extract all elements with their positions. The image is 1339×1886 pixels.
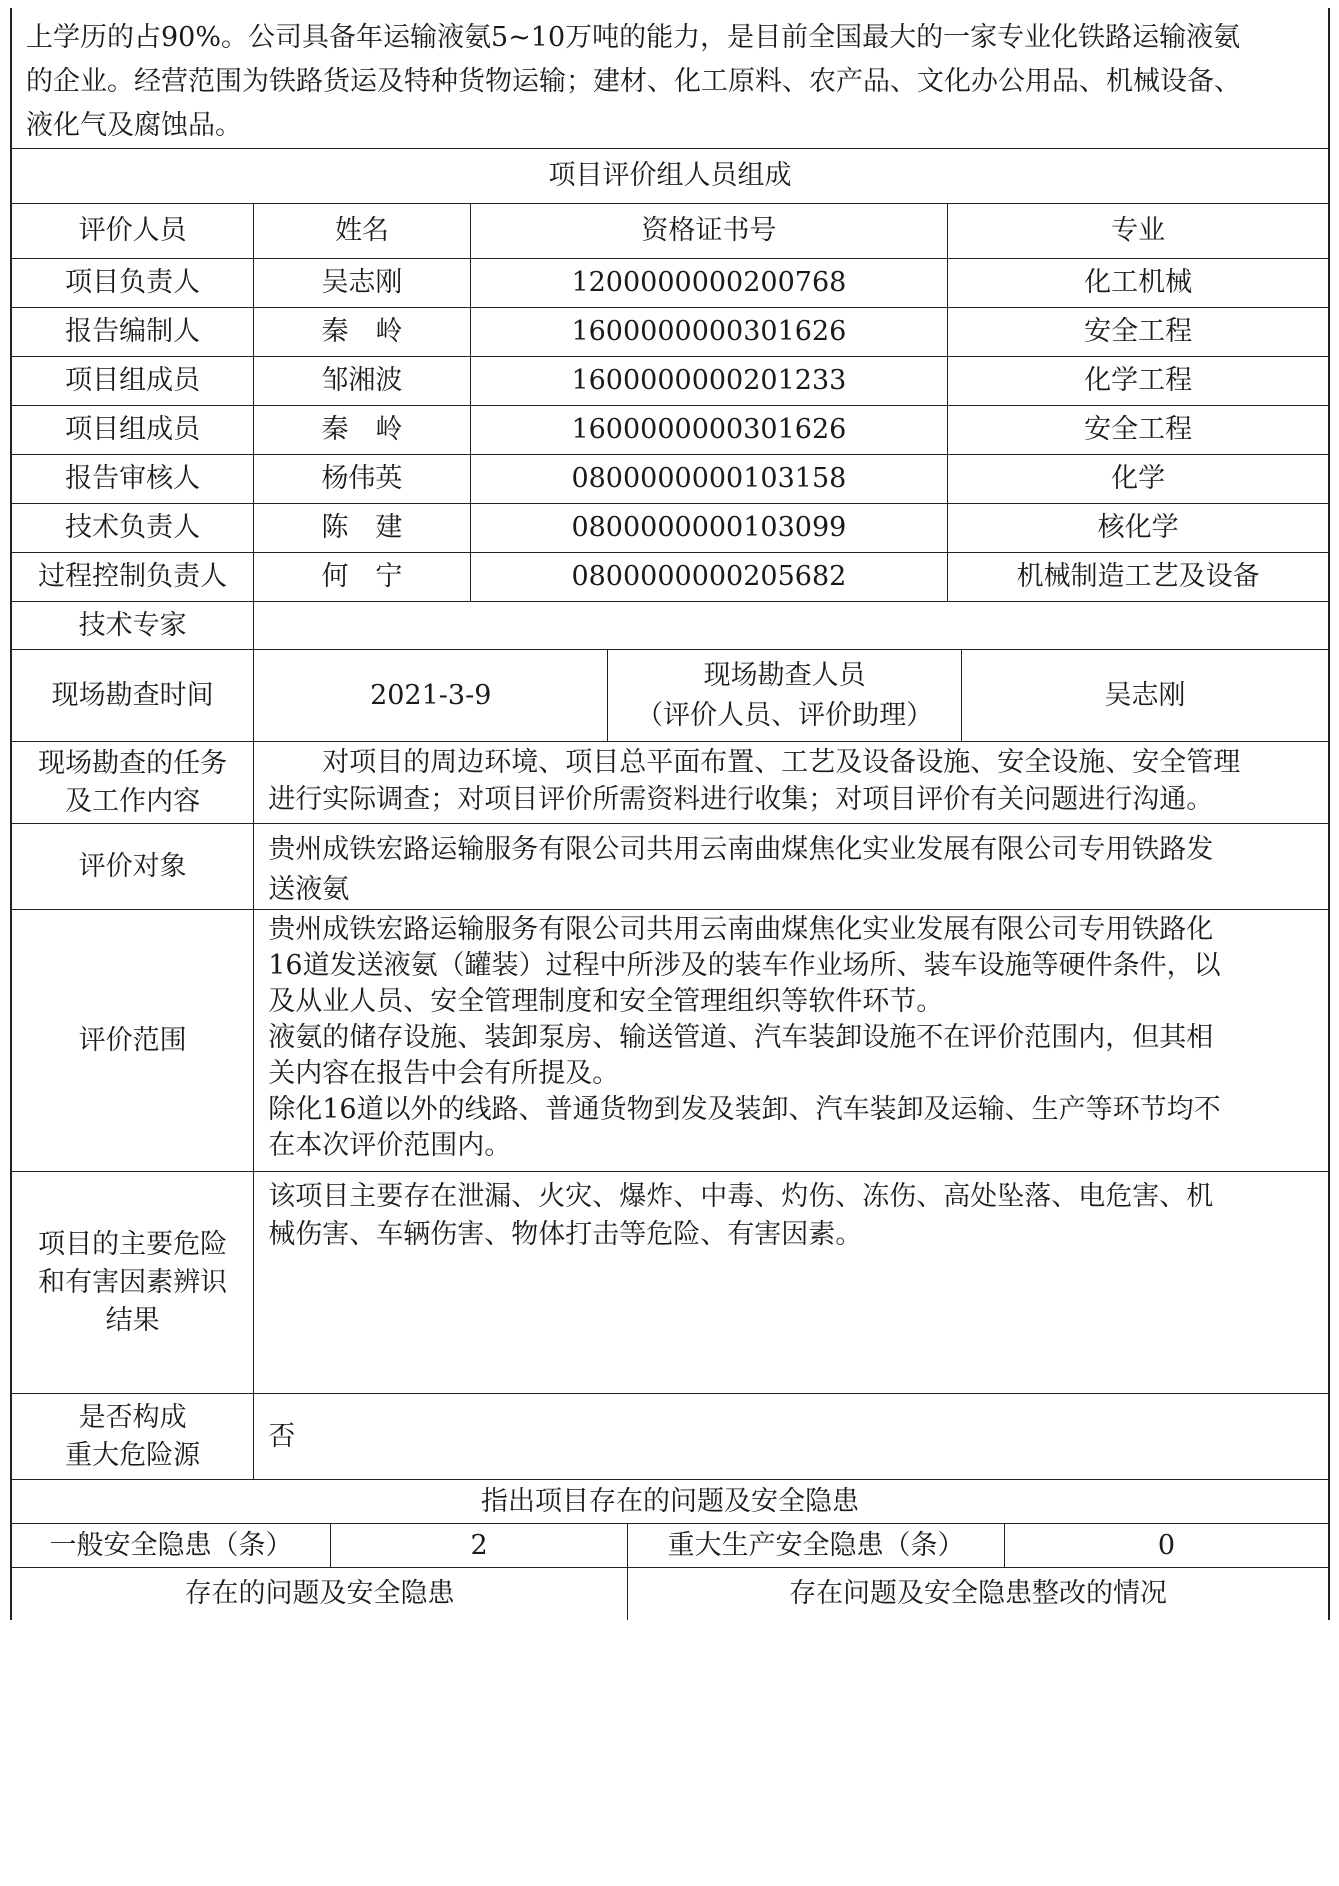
member-role: 项目负责人 [12,259,254,307]
survey-staff-label-line1: 现场勘查人员 [703,659,866,691]
scope-label: 评价范围 [12,910,254,1171]
task-label [12,742,254,823]
task-text [254,742,1328,823]
member-name: 杨伟英 [254,455,470,503]
hazards-label [12,1172,254,1393]
member-name: 秦 岭 [254,308,470,356]
major-hazard-label-line1: 是否构成 [78,1401,187,1433]
scope-row [10,910,1330,1172]
member-cert: 1600000000301626 [471,308,949,356]
member-major: 安全工程 [1084,316,1193,347]
member-major: 安全工程 [1084,414,1193,445]
member-role: 报告审核人 [12,455,254,503]
expert-label: 技术专家 [12,602,254,649]
intro-text [12,8,1328,148]
scope-line: 16道发送液氨（罐装）过程中所涉及的装车作业场所、装车设施等硬件条件，以 [268,950,1221,981]
survey-staff-label-line2: （评价人员、评价助理） [636,699,934,731]
survey-staff-value: 吴志刚 [1104,679,1186,711]
team-title-row [10,149,1330,204]
scope-line: 在本次评价范围内。 [268,1130,512,1161]
member-role: 项目组成员 [12,357,254,405]
member-major: 化学工程 [1084,365,1193,396]
issues-title-row [10,1480,1330,1524]
major-hazard-row [10,1394,1330,1480]
issues-section-title: 指出项目存在的问题及安全隐患 [481,1485,859,1517]
major-production-hazard-label: 重大生产安全隐患（条） [628,1524,1005,1567]
scope-line: 及从业人员、安全管理制度和安全管理组织等软件环节。 [268,986,944,1017]
issues-count-row [10,1524,1330,1568]
task-text-line1: 对项目的周边环境、项目总平面布置、工艺及设备设施、安全设施、安全管理 [322,747,1241,778]
major-hazard-label-line2: 重大危险源 [65,1439,201,1471]
table-row [10,259,1330,308]
task-row [10,742,1330,824]
member-cert: 0800000000103158 [471,455,949,503]
object-text [254,824,1328,909]
object-text-line1: 贵州成铁宏路运输服务有限公司共用云南曲煤焦化实业发展有限公司专用铁路发 [268,834,1214,865]
task-text-line2: 进行实际调查；对项目评价所需资料进行收集；对项目评价有关问题进行沟通。 [268,784,1214,815]
member-role: 过程控制负责人 [12,553,254,601]
issues-header-row [10,1568,1330,1620]
table-row [10,553,1330,602]
member-role: 技术负责人 [12,504,254,552]
expert-value [254,602,1328,649]
evaluation-form [10,8,1330,1620]
survey-row [10,650,1330,742]
team-header-row [10,204,1330,259]
hazards-label-line3: 结果 [105,1304,160,1336]
member-name: 秦 岭 [254,406,470,454]
scope-line: 除化16道以外的线路、普通货物到发及装卸、汽车装卸及运输、生产等环节均不 [268,1094,1221,1125]
intro-line: 液化气及腐蚀品。 [26,110,242,141]
issues-col-right: 存在问题及安全隐患整改的情况 [789,1578,1168,1609]
survey-time-value: 2021-3-9 [254,650,608,741]
member-major: 核化学 [1097,512,1179,543]
intro-line: 的企业。经营范围为铁路货运及特种货物运输；建材、化工原料、农产品、文化办公用品、机械设备、 [26,66,1241,97]
member-major: 机械制造工艺及设备 [1016,561,1260,592]
expert-row [10,602,1330,650]
general-hazard-label: 一般安全隐患（条） [12,1524,331,1567]
hazards-row [10,1172,1330,1394]
intro-line: 上学历的占90%。公司具备年运输液氨5~10万吨的能力，是目前全国最大的一家专业化铁路运输液氨 [26,22,1241,53]
task-label-line2: 及工作内容 [65,785,201,817]
member-major: 化学 [1111,463,1166,494]
object-text-line2: 送液氨 [268,874,350,905]
task-label-line1: 现场勘查的任务 [38,747,228,779]
scope-line: 关内容在报告中会有所提及。 [268,1058,620,1089]
member-cert: 1600000000201233 [471,357,949,405]
header-cert: 资格证书号 [471,204,949,258]
object-row [10,824,1330,910]
member-role: 报告编制人 [12,308,254,356]
survey-time-label: 现场勘查时间 [12,650,254,741]
team-section-title: 项目评价组人员组成 [548,160,792,191]
header-role: 评价人员 [12,204,254,258]
table-row [10,406,1330,455]
scope-line: 液氨的储存设施、装卸泵房、输送管道、汽车装卸设施不在评价范围内，但其相 [268,1022,1214,1053]
major-production-hazard-value: 0 [1157,1529,1176,1561]
hazards-text-line1: 该项目主要存在泄漏、火灾、爆炸、中毒、灼伤、冻伤、高处坠落、电危害、机 [268,1181,1214,1212]
member-cert: 1200000000200768 [471,259,949,307]
member-major: 化工机械 [1084,267,1193,298]
issues-col-left: 存在的问题及安全隐患 [12,1568,628,1620]
member-role: 项目组成员 [12,406,254,454]
scope-line: 贵州成铁宏路运输服务有限公司共用云南曲煤焦化实业发展有限公司专用铁路化 [268,914,1214,945]
header-name: 姓名 [254,204,470,258]
general-hazard-value: 2 [331,1524,628,1567]
member-name: 吴志刚 [254,259,470,307]
hazards-label-line2: 和有害因素辨识 [38,1266,228,1298]
intro-row [10,8,1330,149]
hazards-text [254,1172,1328,1393]
member-cert: 0800000000103099 [471,504,949,552]
member-cert: 0800000000205682 [471,553,949,601]
table-row [10,357,1330,406]
member-name: 何 宁 [254,553,470,601]
member-name: 邹湘波 [254,357,470,405]
member-cert: 1600000000301626 [471,406,949,454]
survey-staff-label [608,650,962,741]
header-major: 专业 [1111,215,1166,246]
table-row [10,308,1330,357]
object-label: 评价对象 [12,824,254,909]
major-hazard-value: 否 [268,1420,296,1452]
member-name: 陈 建 [254,504,470,552]
major-hazard-label [12,1394,254,1479]
hazards-text-line2: 械伤害、车辆伤害、物体打击等危险、有害因素。 [268,1219,863,1250]
scope-text [254,910,1328,1171]
table-row [10,504,1330,553]
table-row [10,455,1330,504]
hazards-label-line1: 项目的主要危险 [38,1228,228,1260]
